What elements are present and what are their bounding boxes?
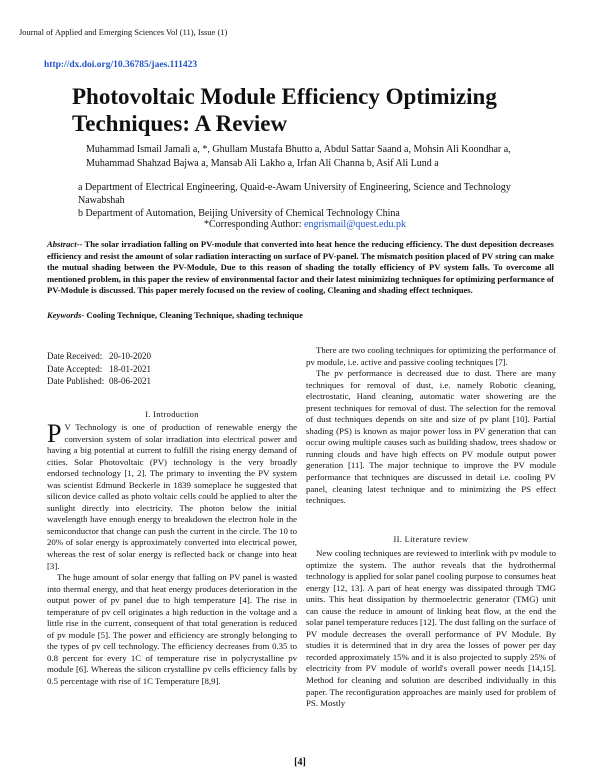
affiliations: [78, 181, 518, 220]
intro-paragraph-1: [47, 419, 297, 572]
date-value: 08-06-2021: [109, 376, 151, 386]
affiliation-b: b Department of Automation, Beijing University of Chemical Technology China: [78, 208, 400, 219]
abstract-label: Abstract: [47, 239, 77, 249]
paper-title: Photovoltaic Module Efficiency Optimizing Techniques: A Review: [72, 84, 497, 136]
dropcap-letter: P: [47, 419, 62, 448]
right-paragraph-2: The pv performance is decreased due to dust. There are many techniques for removal of dust, i.e. namely Robotic cleaning, electrostatic, Hand cleaning, automatic water showering are the present techniques for removal of dust. The selection for the removal of dust techniques depends on site and size of pv plant [10]. Partial shading (PS) is known as major power loss in PV generation that can occur owing multiple causes such as building shadow, trees shadow or running clouds and have high effects on PV module output power generation [11]. The major technique to improve the PV module performance that techniques are discussed in detail i.e. cooling PV panel, cleaning latest technique and to minimizing the PS effect techniques.: [306, 368, 556, 506]
abstract-text: -- The solar irradiation falling on PV-module that converted into heat hence the reducing efficiency. The dust deposition decreases efficiency and resist the amount of solar radiation interacting on surface of PV-panel. The mismatch position placed of PV string can make the mutual shading between the PV-Module, Due to this reason of shading the totally efficiency of PV system falls. To overcome all mentioned problem, in this paper the review of environmental factor and their latest minimizing techniques for optimizing performance of PV-Module is discussed. This paper merely focused on the review of cooling, Cleaning and shading effect techniques.: [47, 239, 554, 296]
corresponding-label: *Corresponding Author:: [204, 219, 304, 230]
date-label: Date Received:: [47, 351, 103, 361]
date-value: 18-01-2021: [109, 363, 151, 374]
affiliation-a: a Department of Electrical Engineering, Quaid-e-Awam University of Engineering, Science and Technology Nawabshah: [78, 182, 511, 206]
left-column: [47, 419, 297, 688]
keywords: [47, 310, 303, 320]
right-column-top: [306, 345, 556, 507]
corresponding-email[interactable]: engrismail@quest.edu.pk: [304, 219, 406, 230]
journal-header: Journal of Applied and Emerging Sciences Vol (11), Issue (1): [19, 27, 228, 37]
keywords-label: Keywords: [47, 310, 82, 320]
section-heading-introduction: I. Introduction: [145, 409, 199, 419]
intro-paragraph-2: The huge amount of solar energy that falling on PV panel is wasted into thermal energy, and that heat energy produces deterioration in the output power of pv panel due to high temperature [4]. The rise in temperature of pv cell originates a high reduction in the voltage and a little rise in the current, consequent of that total generation is reduced of pv module [5]. The power and efficiency are strongly belonging to the types of pv cell technology. The efficiency decreases from 0.35 to 0.8 percent for every 1C of temperature rise in polycrystalline pv module [6]. Whereas the silicon crystalline pv cells efficiency falls by 0.5 percentage with rise of 1C Temperature [8,9].: [47, 572, 297, 687]
literature-paragraph-1: New cooling techniques are reviewed to interlink with pv module to optimize the system. The author reveals that the hydrothermal technology is applied for solar panel cooling purpose to consumes heat energy [12, 13]. A part of heat energy was dissipated through TMG units. This heat dissipation by thermoelectric generator (TMG) unit can cause the reduce in amount of linking heat flow, at the end the solar panel temperature reduces [12]. The dust falling on the surface of PV module decreases the overall performance of PV Module. By studies it is determined that in dry area the losses of power per day recorded approximately 15% and it is also projected to supply 25% of electricity from PV module of world's overall power needs [14,15]. Method for cleaning and solution are described individually in this paper. The reconfiguration approaches are mainly used for problem of PS. Mostly: [306, 548, 556, 709]
date-received-row: [47, 350, 151, 363]
date-label: Date Accepted:: [47, 363, 103, 374]
corresponding-author: [204, 219, 406, 230]
keywords-text: - Cooling Technique, Cleaning Technique, shading technique: [81, 310, 303, 320]
section-heading-literature-review: II. Literature review: [393, 534, 469, 544]
page-number: [4]: [294, 757, 306, 768]
right-column-bottom: [306, 548, 556, 710]
date-value: 20-10-2020: [109, 351, 151, 361]
date-published-row: [47, 375, 151, 388]
dates-block: [47, 350, 151, 388]
right-paragraph-1: There are two cooling techniques for optimizing the performance of pv module, i.e. active and passive cooling techniques [7].: [306, 345, 556, 367]
author-list: Muhammad Ismail Jamali a, *, Ghullam Mustafa Bhutto a, Abdul Sattar Saand a, Mohsin Ali Koondhar a, Muhammad Shahzad Bajwa a, Mansab Ali Lakho a, Irfan Ali Channa b, Asif Ali Lund a: [86, 144, 511, 169]
date-label: Date Published:: [47, 376, 105, 386]
doi-link[interactable]: http://dx.doi.org/10.36785/jaes.111423: [44, 60, 198, 70]
abstract: [47, 239, 554, 297]
date-accepted-row: [47, 363, 151, 376]
intro-paragraph-1-text: V Technology is one of production of renewable energy the conversion system of solar irradiation into electrical power and having a big potential at current to fulfill the rising energy demand of cities. Solar Photovoltaic (PV) technology is the very broadly endorsed technology [1, 2]. The primary to inventing the PV system was scientist Edmund Beckerle in 1839 someplace he suggested that silicon device called as photo voltaic cells could be applied to alter the sunlight directly into electricity. The photon below the initial wavelength have enough energy to breakdown the electron hole in the semiconductor that change can push the current in the circle. The 10 to 20% of solar energy is approximately converted into electrical power, whereas the rest of solar energy is reflected back or change into heat [3].: [47, 422, 297, 571]
